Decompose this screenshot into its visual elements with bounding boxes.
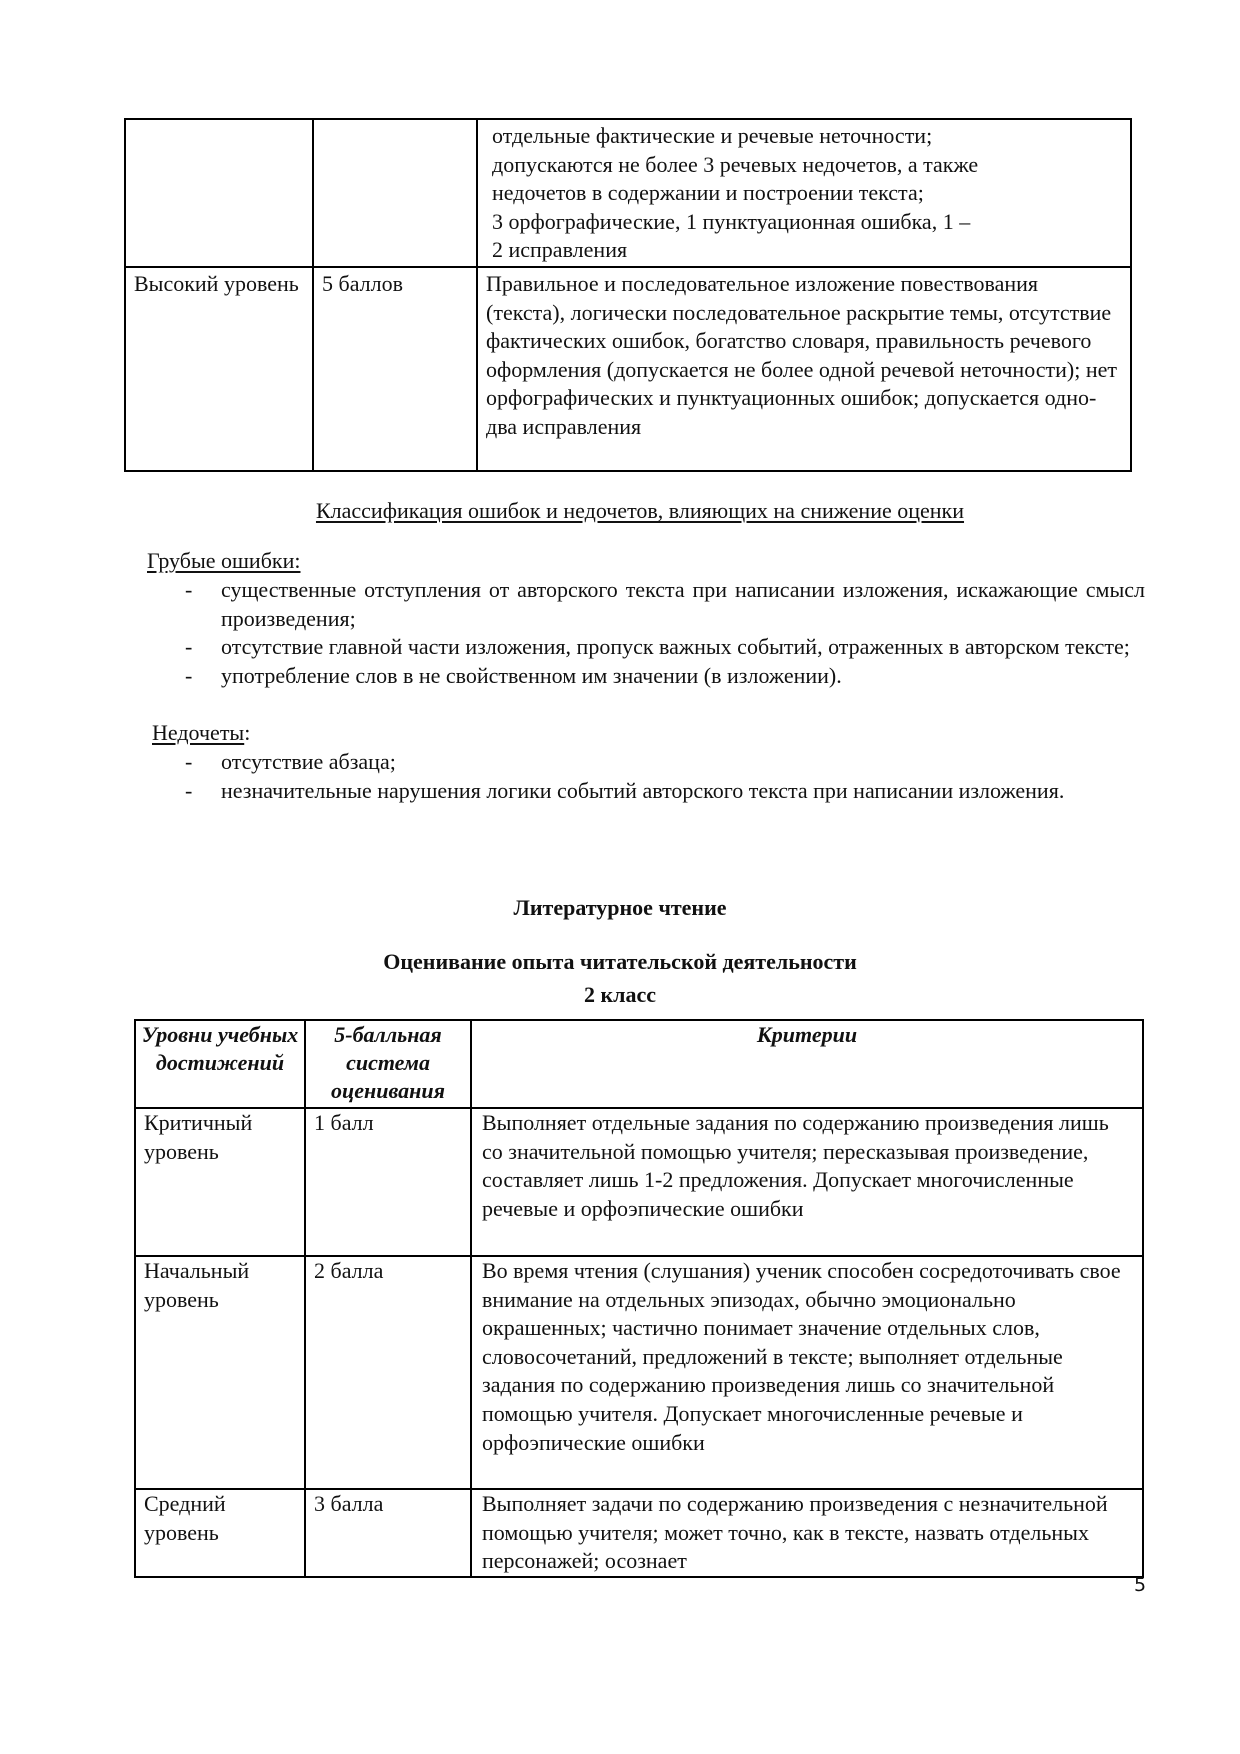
column-header-score-system: 5-балльная система оценивания: [305, 1020, 471, 1108]
criteria-cell: Выполняет отдельные задания по содержанию произведения лишь со значительной помощью учителя; пересказывая произведение, составляет лишь 1-2 предложения. Допускает многочисленные речевые и орфоэпические ошибки: [471, 1108, 1143, 1256]
column-header-criteria: Критерии: [471, 1020, 1143, 1108]
score-cell: 5 баллов: [313, 267, 477, 471]
table-row: [125, 267, 1131, 471]
level-cell: Начальный уровень: [135, 1256, 305, 1489]
list-item: - отсутствие главной части изложения, пропуск важных событий, отраженных в авторском тексте;: [185, 633, 1145, 662]
gross-errors-list: [185, 576, 1145, 690]
table-row: [135, 1489, 1143, 1577]
subject-title: Литературное чтение: [513, 895, 727, 920]
list-item: - существенные отступления от авторского текста при написании изложения, искажающие смысл произведения;: [185, 577, 1145, 631]
criteria-cell: Правильное и последовательное изложение повествования (текста), логически последовательное раскрытие темы, отсутствие фактических ошибок, богатство словаря, правильность речевого оформления (допускается не более одной речевой неточности); нет орфографических и пунктуационных ошибок; допускается одно-два исправления: [477, 267, 1131, 471]
level-cell: Средний уровень: [135, 1489, 305, 1577]
criteria-line: 2 исправления: [492, 237, 628, 263]
score-cell: 1 балл: [305, 1108, 471, 1256]
table-row: [135, 1256, 1143, 1489]
dash-bullet: -: [185, 577, 193, 602]
list-item: - отсутствие абзаца;: [185, 748, 1145, 777]
dash-bullet: -: [185, 777, 193, 803]
column-header-levels: Уровни учебных достижений: [135, 1020, 305, 1108]
list-item: - употребление слов в не свойственном им значении (в изложении).: [185, 662, 1145, 691]
criteria-cell: [477, 119, 1131, 267]
section-title: Оценивание опыта читательской деятельности: [383, 949, 857, 974]
essay-grading-table-continuation: [124, 118, 1132, 472]
score-cell: 2 балла: [305, 1256, 471, 1489]
minor-errors-label: Недочеты:: [152, 720, 251, 745]
dash-bullet: -: [185, 662, 193, 688]
criteria-line: допускаются не более 3 речевых недочетов, а также: [492, 151, 979, 177]
table-header-row: [135, 1020, 1143, 1108]
criteria-cell: Во время чтения (слушания) ученик способен сосредоточивать свое внимание на отдельных эпизодах, обычно эмоционально окрашенных; частично понимает значение отдельных слов, словосочетаний, предложений в тексте; выполняет отдельные задания по содержанию произведения лишь со значительной помощью учителя. Допускает многочисленные речевые и орфоэпические ошибки: [471, 1256, 1143, 1489]
criteria-cell: Выполняет задачи по содержанию произведения с незначительной помощью учителя; может точно, как в тексте, назвать отдельных персонажей; осознает: [471, 1489, 1143, 1577]
dash-bullet: -: [185, 749, 193, 774]
level-cell: Критичный уровень: [135, 1108, 305, 1256]
criteria-line: недочетов в содержании и построении текста;: [492, 180, 924, 206]
table-row: [135, 1108, 1143, 1256]
page-number: 5: [1134, 1574, 1147, 1596]
level-cell: Высокий уровень: [125, 267, 313, 471]
score-cell: 3 балла: [305, 1489, 471, 1577]
minor-errors-list: [185, 748, 1145, 805]
dash-bullet: -: [185, 634, 193, 660]
criteria-line: отдельные фактические и речевые неточности;: [492, 123, 933, 148]
classification-heading: Классификация ошибок и недочетов, влияющих на снижение оценки: [315, 498, 965, 523]
reading-assessment-table: [134, 1019, 1144, 1578]
table-row: [125, 119, 1131, 267]
list-item: - незначительные нарушения логики событий авторского текста при написании изложения.: [185, 777, 1145, 806]
gross-errors-label: Грубые ошибки:: [147, 548, 301, 573]
grade-title: 2 класс: [583, 982, 657, 1007]
score-cell: [313, 119, 477, 267]
level-cell: [125, 119, 313, 267]
criteria-line: 3 орфографические, 1 пунктуационная ошибка, 1 –: [492, 208, 971, 234]
